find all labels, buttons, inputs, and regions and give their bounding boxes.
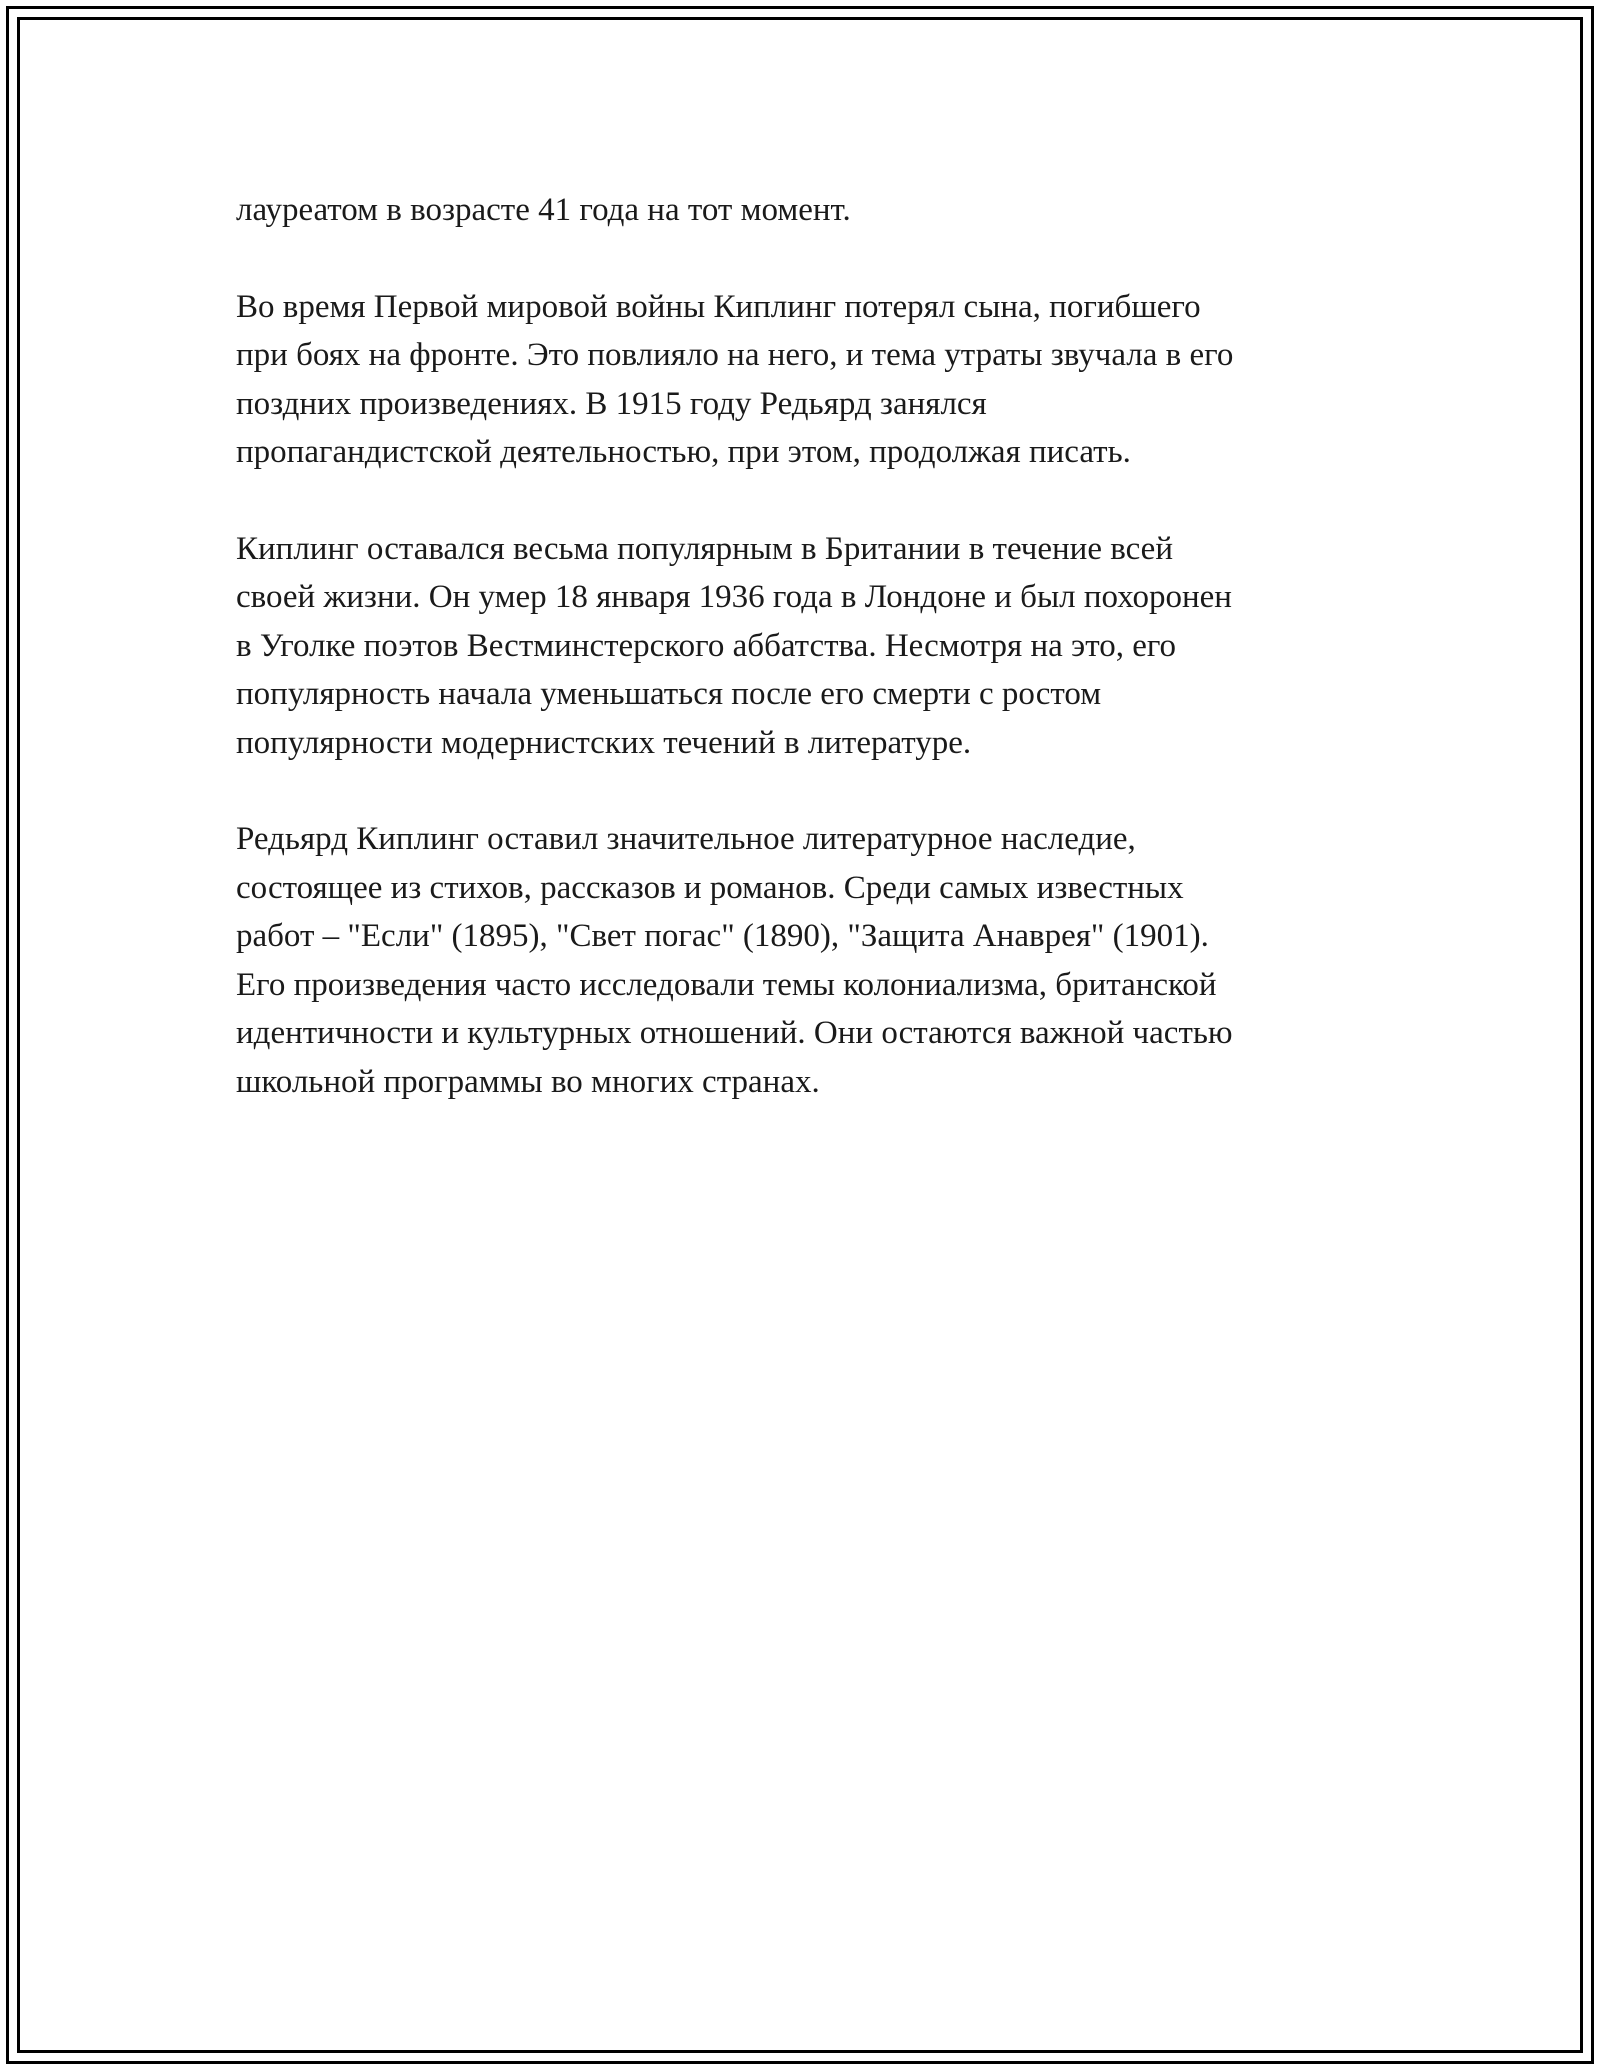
paragraph-world-war: Во время Первой мировой войны Киплинг потерял сына, погибшего при боях на фронте. Это повлияло на него, и тема утраты звучала в его поздних произведениях. В 1915 году Редьярд занялся пропагандистской деятельностью, при этом, продолжая писать. xyxy=(236,288,1234,470)
paragraph-popularity-death: Киплинг оставался весьма популярным в Британии в течение всей своей жизни. Он умер 18 января 1936 года в Лондоне и был похоронен в Уголке поэтов Вестминстерского аббатства. Несмотря на это, его популярность начала уменьшаться после его смерти с ростом популярности модернистских течений в литературе. xyxy=(236,530,1232,761)
paragraph-laureate-age: лауреатом в возрасте 41 года на тот момент. xyxy=(236,192,851,228)
document-body xyxy=(236,186,1366,1154)
paragraph-literary-legacy: Редьярд Киплинг оставил значительное литературное наследие, состоящее из стихов, рассказов и романов. Среди самых известных работ – "Если" (1895), "Свет погас" (1890), "Защита Анаврея" (1901). Его произведения часто исследовали темы колониализма, британской идентичности и культурных отношений. Они остаются важной частью школьной программы во многих странах. xyxy=(236,821,1233,1100)
